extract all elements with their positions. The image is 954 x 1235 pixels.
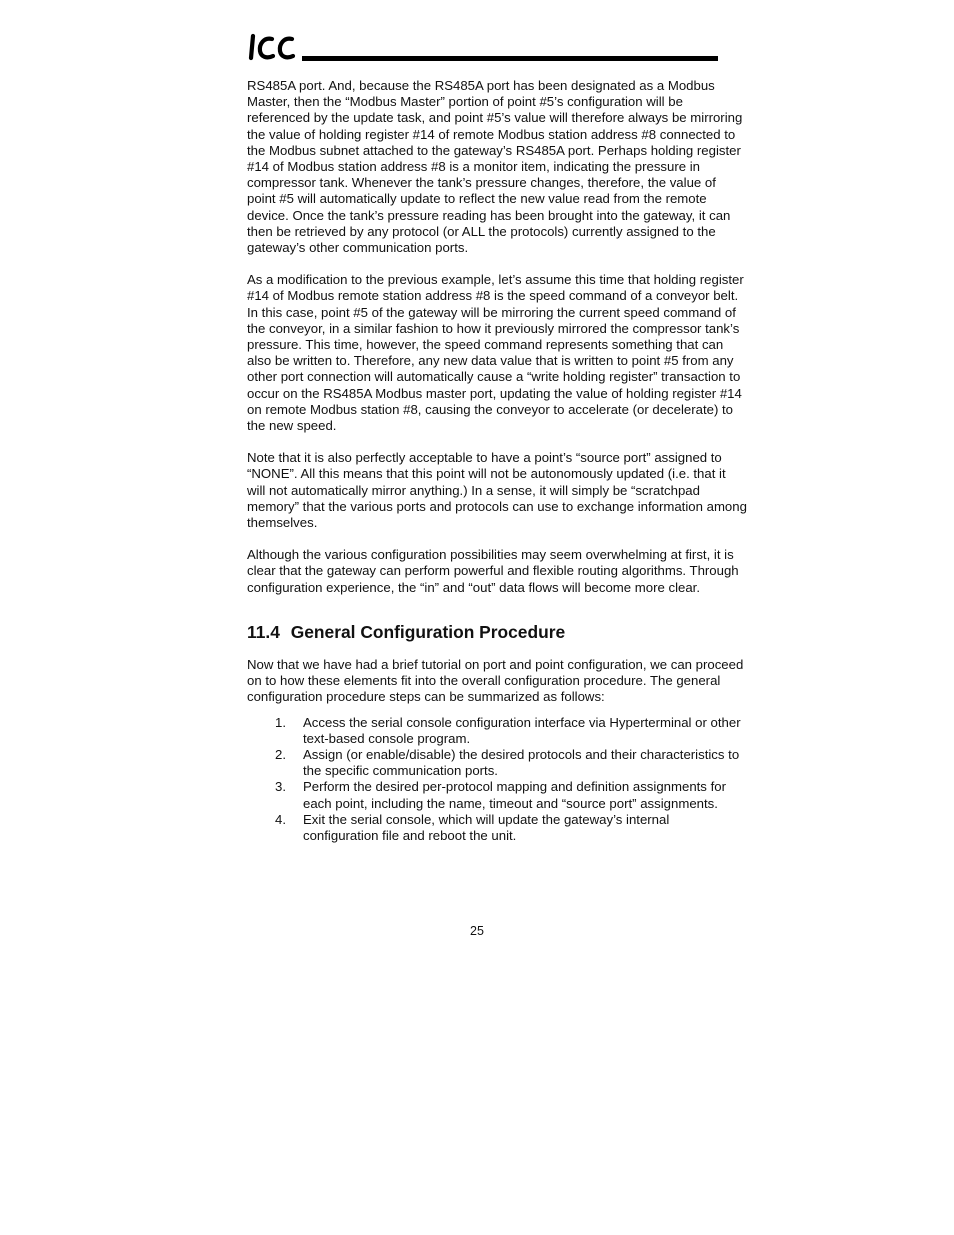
list-item — [247, 779, 747, 811]
list-item — [247, 715, 747, 747]
list-item — [247, 812, 747, 844]
section-number: 11.4 — [247, 621, 280, 642]
section-heading — [247, 622, 747, 642]
header-rule — [302, 56, 718, 61]
page-header — [246, 24, 718, 64]
section-title: General Configuration Procedure — [290, 621, 566, 642]
step-number: 2. — [275, 746, 286, 762]
page-body — [247, 78, 747, 844]
step-text: Exit the serial console, which will update the gateway’s internal configuration file and reboot the unit. — [303, 811, 670, 843]
procedure-steps — [247, 715, 747, 845]
step-text: Access the serial console configuration interface via Hyperterminal or other text-based console program. — [303, 714, 741, 746]
step-number: 3. — [275, 779, 286, 795]
section-intro: Now that we have had a brief tutorial on port and point configuration, we can proceed on to how these elements fit into the overall configuration procedure. The general configuration procedure steps can be summarized as follows: — [247, 656, 744, 705]
step-text: Perform the desired per-protocol mapping and definition assignments for each point, including the name, timeout and “source port” assignments. — [303, 779, 726, 811]
paragraph: Note that it is also perfectly acceptable to have a point’s “source port” assigned to “NONE”. All this means that this point will not be autonomously updated (i.e. that it will not automatically mirror anything.) In a sense, it will simply be “scratchpad memory” that the various ports and protocols can use to exchange information among themselves. — [247, 450, 747, 531]
icc-logo-icon — [246, 30, 308, 62]
page-number: 25 — [470, 924, 484, 938]
step-text: Assign (or enable/disable) the desired protocols and their characteristics to the specific communication ports. — [303, 746, 740, 779]
paragraph: Although the various configuration possibilities may seem overwhelming at first, it is clear that the gateway can perform powerful and flexible routing algorithms. Through configuration experience, the “in” and “out” data flows will become more clear. — [247, 547, 739, 595]
step-number: 1. — [275, 714, 286, 730]
paragraph: As a modification to the previous example, let’s assume this time that holding register #14 of Modbus remote station address #8 is the speed command of a conveyor belt. In this case, point #5 of the gateway will be mirroring the current speed command of the conveyor, in a similar fashion to how it previously mirrored the compressor tank’s pressure. This time, however, the speed command represents something that can also be written to. Therefore, any new data value that is written to point #5 from any other port connection will automatically cause a “write holding register” transaction to occur on the RS485A Modbus master port, updating the value of holding register #14 on remote Modbus station #8, causing the conveyor to accelerate (or decelerate) to the new speed. — [247, 272, 744, 434]
paragraph: RS485A port. And, because the RS485A port has been designated as a Modbus Master, then the “Modbus Master” portion of point #5’s configuration will be referenced by the update task, and point #5’s value will therefore always be mirroring the value of holding register #14 of remote Modbus station address #8 connected to the Modbus subnet attached to the gateway’s RS485A port. Perhaps holding register #14 of Modbus station address #8 is a monitor item, indicating the pressure in compressor tank. Whenever the tank’s pressure changes, therefore, the value of point #5 will automatically update to reflect the new value read from the remote device. Once the tank’s pressure reading has been brought into the gateway, it can then be retrieved by any protocol (or ALL the protocols) currently assigned to the gateway’s other communication ports. — [247, 78, 743, 256]
step-number: 4. — [275, 811, 286, 827]
list-item — [247, 747, 747, 779]
